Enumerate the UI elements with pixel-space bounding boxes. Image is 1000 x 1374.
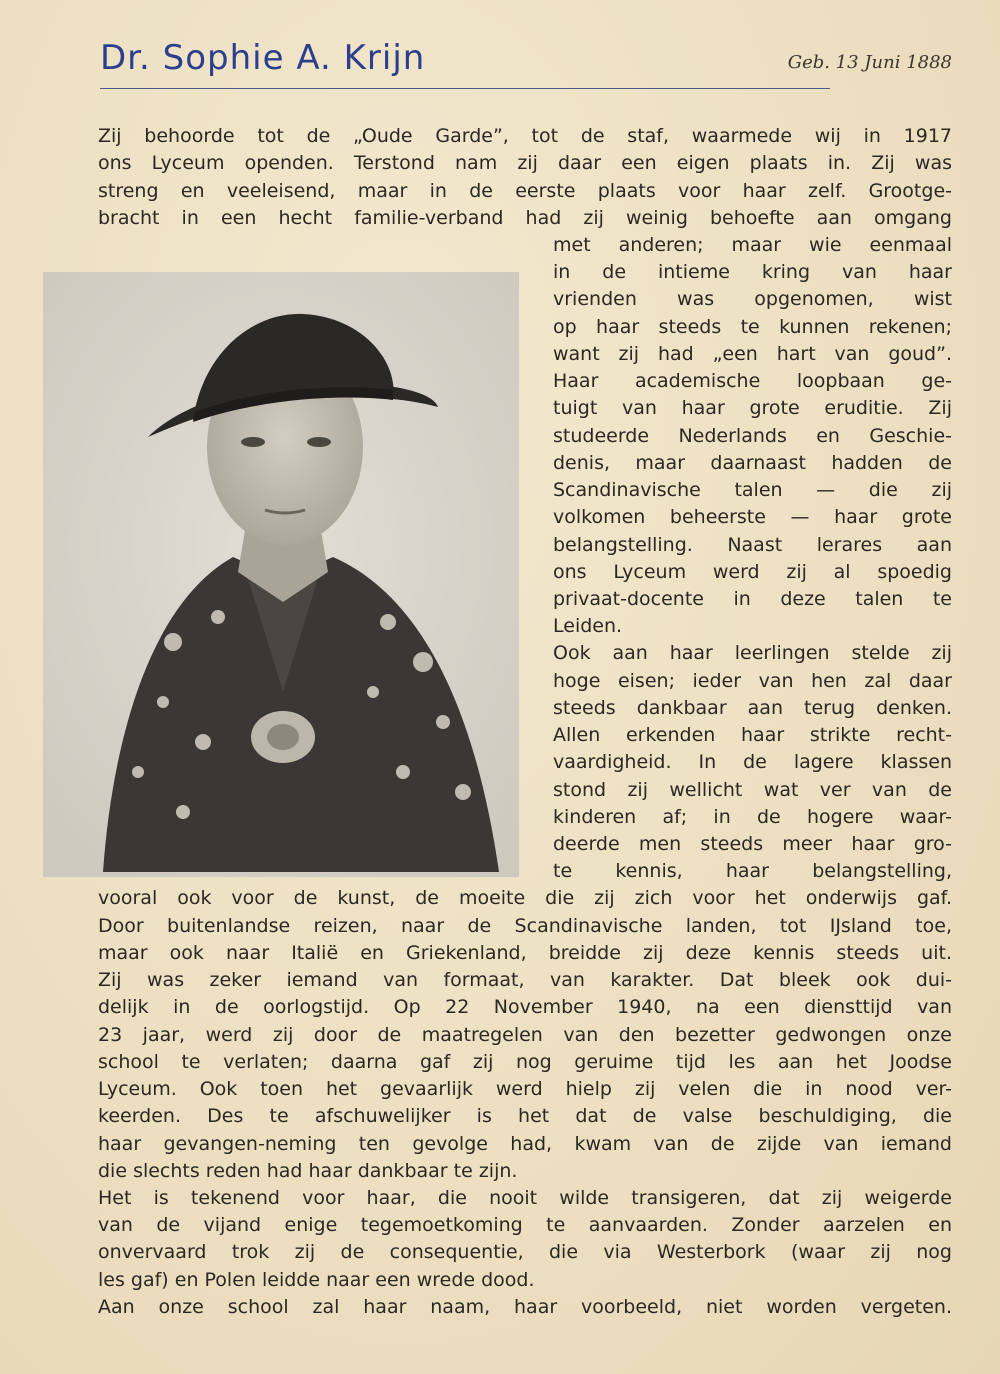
text-line: Aan onze school zal haar naam, haar voorbeeld, niet worden vergeten. xyxy=(98,1295,952,1318)
text-line: te kennis, haar belangstelling, xyxy=(553,860,952,883)
text-line: Leiden. xyxy=(553,615,623,638)
text-line: op haar steeds te kunnen rekenen; xyxy=(553,315,952,338)
text-line: Lyceum. Ook toen het gevaarlijk werd hielp zij velen die in nood ver- xyxy=(98,1078,952,1101)
text-line: die slechts reden had haar dankbaar te zijn. xyxy=(98,1159,518,1182)
text-line: want zij had „een hart van goud”. xyxy=(553,342,952,365)
text-line: studeerde Nederlands en Geschie- xyxy=(553,424,952,447)
text-line: les gaf) en Polen leidde naar een wrede dood. xyxy=(98,1268,535,1291)
text-line: Haar academische loopbaan ge- xyxy=(553,370,952,393)
text-line: in de intieme kring van haar xyxy=(553,261,952,284)
text-line: belangstelling. Naast lerares aan xyxy=(553,533,952,556)
text-line: ons Lyceum werd zij al spoedig xyxy=(553,560,952,583)
text-line: maar ook naar Italië en Griekenland, breidde zij deze kennis steeds uit. xyxy=(98,941,952,964)
page-title: Dr. Sophie A. Krijn xyxy=(100,38,426,78)
text-line: van de vijand enige tegemoetkoming te aanvaarden. Zonder aarzelen en xyxy=(98,1214,952,1237)
text-line: volkomen beheerste — haar grote xyxy=(553,506,952,529)
text-line: vaardigheid. In de lagere klassen xyxy=(553,751,952,774)
text-line: denis, maar daarnaast hadden de xyxy=(553,451,952,474)
text-line: Door buitenlandse reizen, naar de Scandinavische landen, tot IJsland toe, xyxy=(98,914,952,937)
text-line: steeds dankbaar aan terug denken. xyxy=(553,696,952,719)
portrait-illustration xyxy=(43,272,519,877)
portrait-photo xyxy=(43,272,519,877)
text-line: onvervaard trok zij de consequentie, die via Westerbork (waar zij nog xyxy=(98,1241,952,1264)
text-line: Zij was zeker iemand van formaat, van karakter. Dat bleek ook dui- xyxy=(98,969,952,992)
text-line: Scandinavische talen — die zij xyxy=(553,479,952,501)
text-line: met anderen; maar wie eenmaal xyxy=(553,233,952,256)
text-line: ons Lyceum openden. Terstond nam zij daar een eigen plaats in. Zij was xyxy=(98,152,952,175)
text-line: 23 jaar, werd zij door de maatregelen van den bezetter gedwongen onze xyxy=(98,1023,952,1046)
text-line: delijk in de oorlogstijd. Op 22 November 1940, na een diensttijd van xyxy=(98,996,952,1019)
text-line: vrienden was opgenomen, wist xyxy=(553,288,952,311)
text-line: haar gevangen-neming ten gevolge had, kwam van de zijde van iemand xyxy=(98,1132,952,1155)
text-line: vooral ook voor de kunst, de moeite die zij zich voor het onderwijs gaf. xyxy=(98,887,952,910)
text-line: stond zij wellicht wat ver van de xyxy=(553,778,952,801)
text-line: hoge eisen; ieder van hen zal daar xyxy=(553,669,952,692)
text-line: tuigt van haar grote eruditie. Zij xyxy=(553,397,952,420)
text-line: Zij behoorde tot de „Oude Garde”, tot de staf, waarmede wij in 1917 xyxy=(98,125,952,147)
text-line: deerde men steeds meer haar gro- xyxy=(553,833,952,855)
text-line: bracht in een hecht familie-verband had zij weinig behoefte aan omgang xyxy=(98,206,952,229)
text-line: Allen erkenden haar strikte recht- xyxy=(553,724,952,747)
text-line: kinderen af; in de hogere waar- xyxy=(553,805,952,828)
text-line: Het is tekenend voor haar, die nooit wilde transigeren, dat zij weigerde xyxy=(98,1187,952,1209)
text-line: school te verlaten; daarna gaf zij nog geruime tijd les aan het Joodse xyxy=(98,1050,952,1073)
text-line: streng en veeleisend, maar in de eerste plaats voor haar zelf. Grootge- xyxy=(98,179,952,202)
birth-date: Geb. 13 Juni 1888 xyxy=(787,52,952,73)
text-line: privaat-docente in deze talen te xyxy=(553,587,952,610)
text-line: Ook aan haar leerlingen stelde zij xyxy=(553,642,952,665)
title-rule xyxy=(100,88,830,89)
text-line: keerden. Des te afschuwelijker is het dat de valse beschuldiging, die xyxy=(98,1105,952,1128)
